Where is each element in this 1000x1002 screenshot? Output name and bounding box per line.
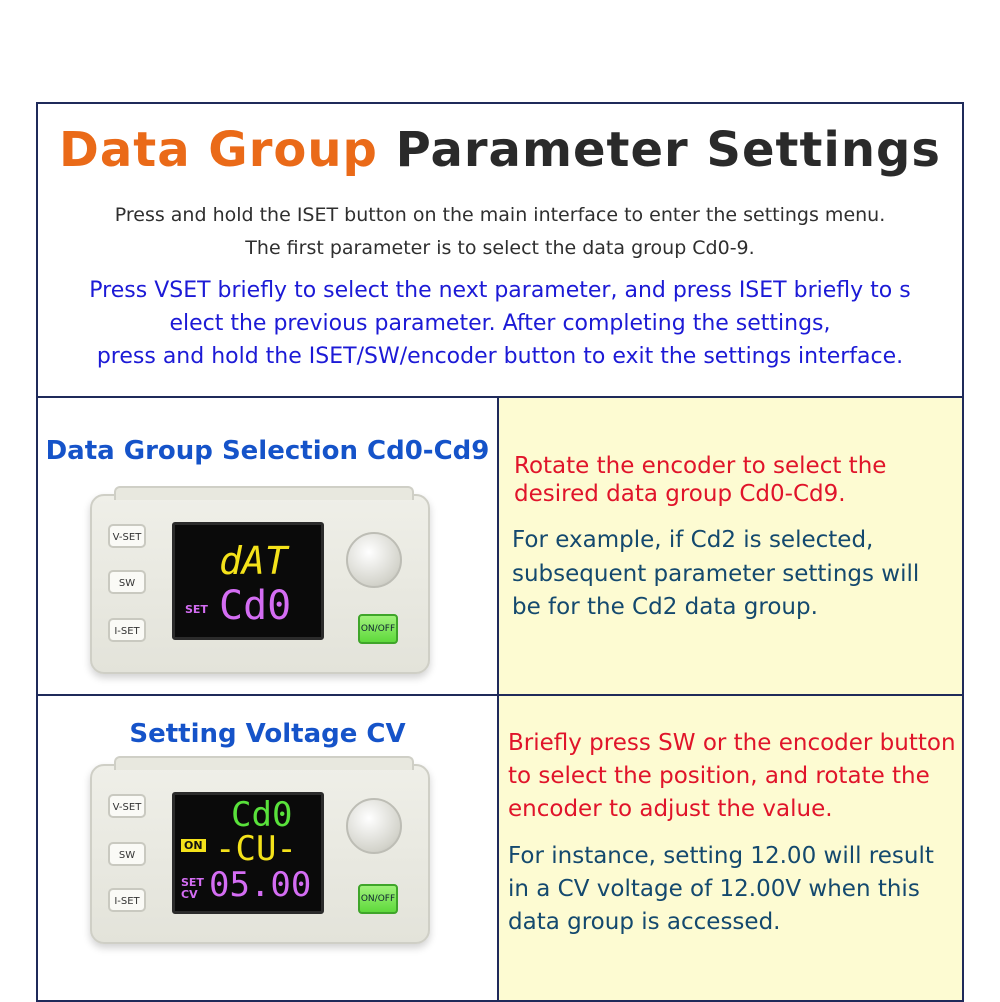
screen-line-1: dAT [219, 539, 288, 583]
device-top-lip [114, 486, 414, 500]
screen-line-2: -CU- [215, 829, 297, 869]
set-tag: SET [181, 876, 204, 889]
set-cv-tag [181, 877, 204, 901]
encoder-knob-icon [346, 532, 402, 588]
instruction-red: encoder to adjust the value. [508, 796, 833, 822]
instruction-red: desired data group Cd0-Cd9. [514, 481, 846, 507]
device-image-data-group [90, 494, 430, 674]
page-title [38, 122, 962, 178]
vset-button: V-SET [108, 794, 146, 818]
iset-button: I-SET [108, 618, 146, 642]
example-text: For example, if Cd2 is selected, [512, 527, 874, 553]
instruction-red: Rotate the encoder to select the [514, 453, 887, 479]
screen-line-1: Cd0 [231, 795, 293, 835]
title-rest: Parameter Settings [395, 122, 941, 178]
example-text: subsequent parameter settings will [512, 561, 920, 587]
sw-button: SW [108, 570, 146, 594]
cv-tag: CV [181, 888, 198, 901]
device-top-lip [114, 756, 414, 770]
onoff-button: ON/OFF [358, 614, 398, 644]
onoff-button: ON/OFF [358, 884, 398, 914]
example-text: data group is accessed. [508, 909, 781, 935]
sw-button: SW [108, 842, 146, 866]
instruction-red: Briefly press SW or the encoder button [508, 730, 956, 756]
column-divider [497, 398, 499, 1000]
intro-line: Press and hold the ISET button on the main interface to enter the settings menu. [114, 204, 886, 226]
device-screen [172, 522, 324, 640]
screen-line-3: 05.00 [209, 865, 312, 905]
encoder-knob-icon [346, 798, 402, 854]
example-text: For instance, setting 12.00 will result [508, 843, 934, 869]
screen-line-2: Cd0 [219, 583, 292, 629]
example-text: be for the Cd2 data group. [512, 594, 818, 620]
set-tag: SET [185, 603, 208, 616]
instruction-line: Press VSET briefly to select the next parameter, and press ISET briefly to s [89, 278, 911, 303]
divider [38, 396, 964, 398]
section-title-voltage-cv: Setting Voltage CV [129, 719, 406, 749]
vset-button: V-SET [108, 524, 146, 548]
divider [38, 694, 964, 696]
example-text: in a CV voltage of 12.00V when this [508, 876, 920, 902]
instruction-line: press and hold the ISET/SW/encoder button to exit the settings interface. [96, 344, 904, 369]
iset-button: I-SET [108, 888, 146, 912]
intro-line: The first parameter is to select the data group Cd0-9. [245, 237, 755, 259]
section-title-data-group: Data Group Selection Cd0-Cd9 [45, 436, 490, 466]
device-image-voltage-cv [90, 764, 430, 944]
device-screen [172, 792, 324, 914]
title-highlight: Data Group [59, 122, 378, 178]
on-tag: ON [181, 839, 206, 852]
instruction-line: elect the previous parameter. After completing the settings, [169, 311, 831, 336]
instruction-red: to select the position, and rotate the [508, 763, 930, 789]
